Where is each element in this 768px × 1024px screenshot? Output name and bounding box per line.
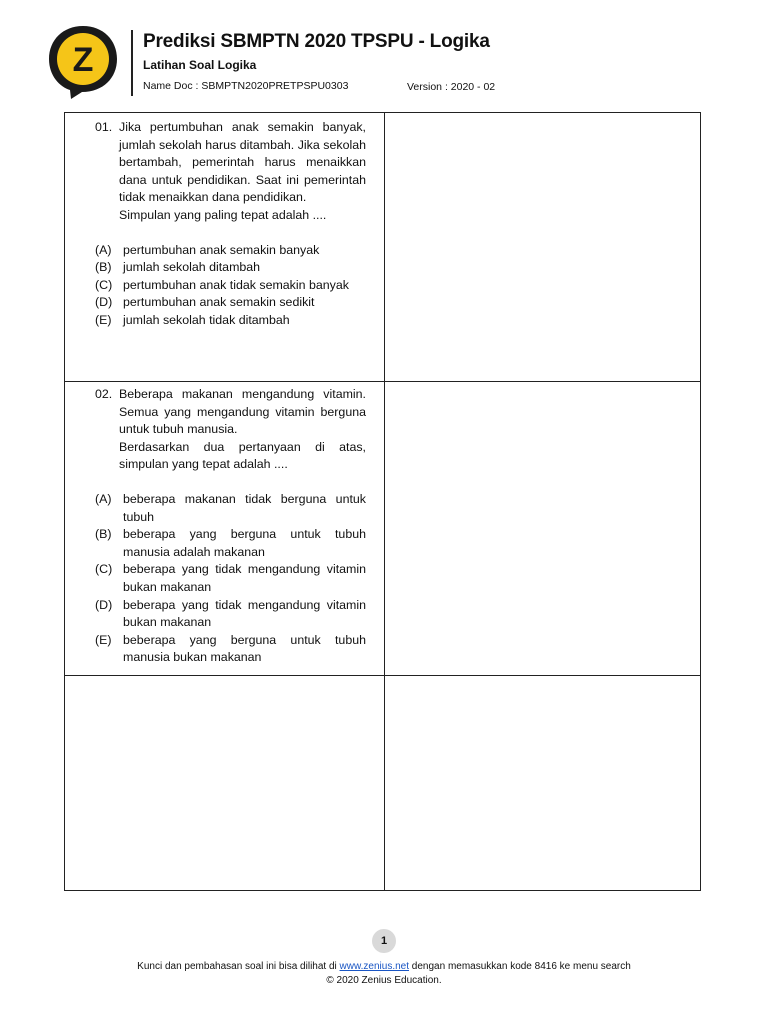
- option-c: [95, 277, 366, 295]
- option-d: [95, 294, 366, 312]
- logo-letter: Z: [72, 41, 94, 79]
- option-text: jumlah sekolah tidak ditambah: [123, 312, 290, 327]
- option-b: [95, 259, 366, 277]
- option-text: beberapa makanan tidak berguna untuk tubuh: [123, 491, 366, 524]
- option-text: beberapa yang berguna untuk tubuh manusia adalah makanan: [123, 527, 366, 559]
- option-label: (D): [95, 597, 113, 612]
- header-divider: [131, 30, 133, 96]
- footer-note-after: dengan memasukkan kode 8416 ke menu search: [409, 961, 631, 972]
- option-e: [95, 312, 366, 330]
- option-b: [95, 526, 366, 561]
- option-c: [95, 561, 366, 596]
- options-list: [95, 242, 366, 330]
- row-divider: [65, 381, 700, 382]
- zenius-logo: [46, 24, 120, 100]
- option-text: beberapa yang berguna untuk tubuh manusia bukan makanan: [123, 632, 366, 665]
- copyright: © 2020 Zenius Education.: [326, 975, 442, 986]
- question-number: 01.: [95, 120, 113, 134]
- option-a: [95, 491, 366, 526]
- zenius-link[interactable]: www.zenius.net: [339, 961, 410, 972]
- option-label: (A): [95, 491, 112, 506]
- option-text: pertumbuhan anak semakin banyak: [123, 242, 320, 257]
- option-label: (C): [95, 562, 113, 577]
- option-label: (B): [95, 260, 112, 275]
- doc-version: Version : 2020 - 02: [407, 81, 496, 93]
- question-stem: [119, 386, 366, 474]
- question-table: [64, 112, 701, 891]
- stem-prompt: Simpulan yang paling tepat adalah ....: [119, 207, 327, 222]
- question-stem: [119, 119, 366, 225]
- option-label: (E): [95, 312, 112, 327]
- question-2: [95, 386, 366, 667]
- option-label: (D): [95, 295, 113, 310]
- page-number-badge: 1: [372, 929, 396, 953]
- option-text: beberapa yang tidak mengandung vitamin bukan makanan: [123, 597, 366, 630]
- question-1: [95, 119, 366, 330]
- document-title: Prediksi SBMPTN 2020 TPSPU - Logika: [143, 31, 490, 52]
- column-divider: [384, 113, 385, 890]
- options-list: [95, 491, 366, 667]
- option-label: (A): [95, 242, 112, 257]
- option-e: [95, 632, 366, 667]
- stem-prompt: Berdasarkan dua pertanyaan di atas, simpulan yang tepat adalah ....: [119, 439, 366, 472]
- option-text: beberapa yang tidak mengandung vitamin bukan makanan: [123, 562, 366, 594]
- option-d: [95, 597, 366, 632]
- option-label: (C): [95, 277, 113, 292]
- row-divider: [65, 675, 700, 676]
- option-label: (E): [95, 632, 112, 647]
- doc-name: Name Doc : SBMPTN2020PRETPSPU0303: [143, 80, 349, 92]
- stem-paragraph: Jika pertumbuhan anak semakin banyak, jumlah sekolah harus ditambah. Jika sekolah bertambah, pemerintah harus menaikkan dana untuk pendidikan. Saat ini pemerintah tidak menaikkan dana pendidikan.: [119, 120, 366, 205]
- option-a: [95, 242, 366, 260]
- footer-note-before: Kunci dan pembahasan soal ini bisa dilihat di: [137, 961, 340, 972]
- option-label: (B): [95, 527, 112, 542]
- question-number: 02.: [95, 387, 113, 401]
- option-text: pertumbuhan anak tidak semakin banyak: [123, 277, 349, 292]
- option-text: jumlah sekolah ditambah: [123, 260, 261, 275]
- document-subtitle: Latihan Soal Logika: [143, 58, 257, 72]
- option-text: pertumbuhan anak semakin sedikit: [123, 295, 315, 310]
- stem-paragraph: Beberapa makanan mengandung vitamin. Semua yang mengandung vitamin berguna untuk tubuh manusia.: [119, 387, 366, 437]
- footer-note: [0, 961, 768, 972]
